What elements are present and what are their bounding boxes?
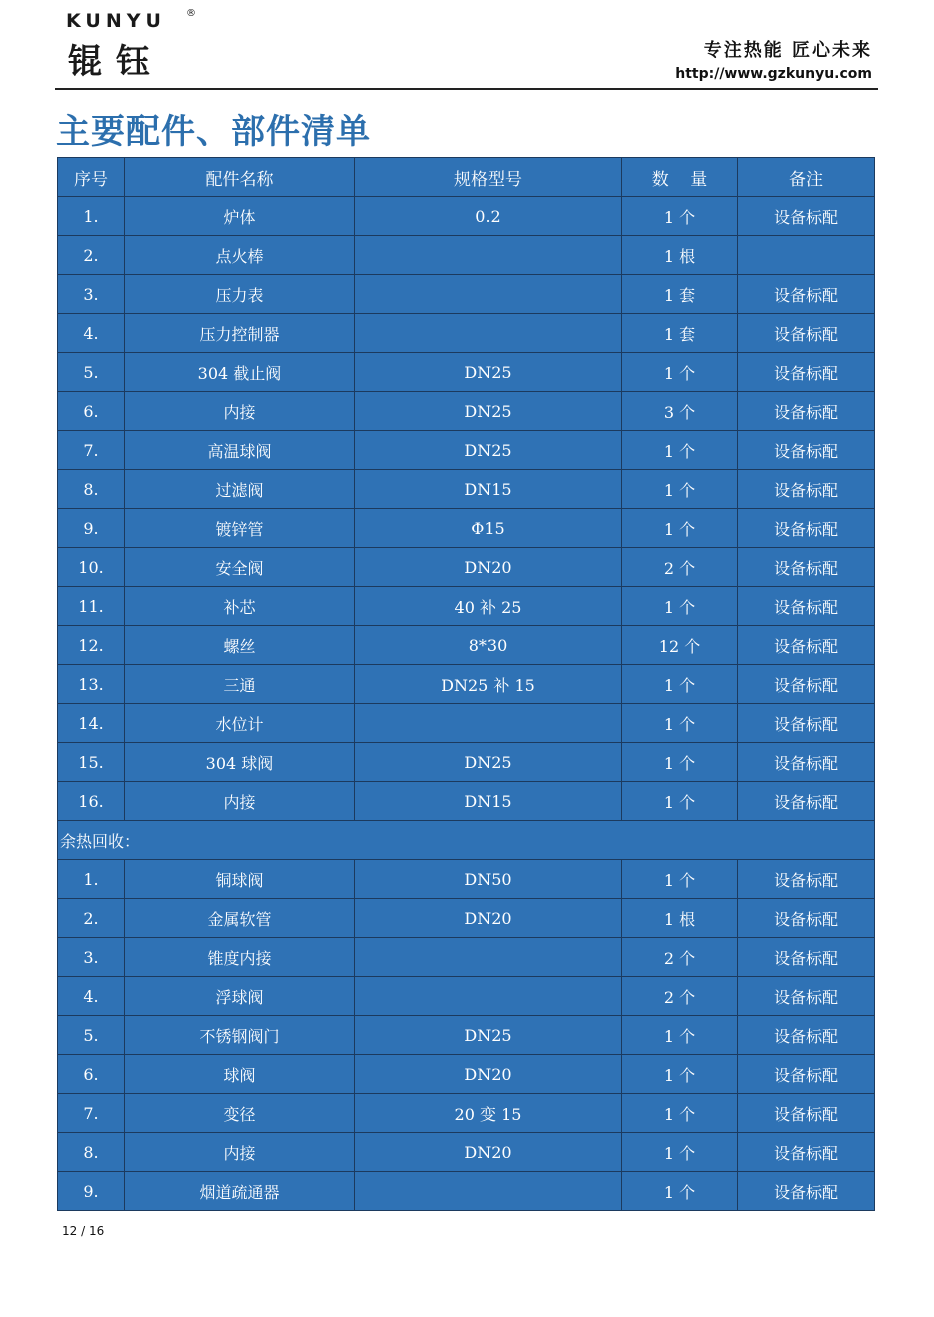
table-row (58, 1055, 875, 1094)
cell-qty: 1 个 (622, 704, 738, 743)
cell-note: 设备标配 (738, 353, 875, 392)
cell-no: 4. (58, 977, 125, 1016)
cell-name: 炉体 (125, 197, 355, 236)
cell-qty: 2 个 (622, 977, 738, 1016)
cell-note: 设备标配 (738, 743, 875, 782)
table-row (58, 509, 875, 548)
cell-name: 浮球阀 (125, 977, 355, 1016)
cell-qty: 1 根 (622, 236, 738, 275)
table-row (58, 743, 875, 782)
table-row (58, 938, 875, 977)
cell-note: 设备标配 (738, 392, 875, 431)
cell-qty: 1 套 (622, 275, 738, 314)
cell-spec: DN25 补 15 (355, 665, 622, 704)
cell-spec (355, 977, 622, 1016)
cell-name: 压力控制器 (125, 314, 355, 353)
cell-name: 水位计 (125, 704, 355, 743)
cell-note: 设备标配 (738, 1172, 875, 1211)
cell-no: 2. (58, 899, 125, 938)
cell-name: 金属软管 (125, 899, 355, 938)
cell-no: 12. (58, 626, 125, 665)
cell-name: 铜球阀 (125, 860, 355, 899)
company-logo (64, 8, 214, 82)
cell-spec: Φ15 (355, 509, 622, 548)
cell-spec: DN20 (355, 1133, 622, 1172)
cell-note: 设备标配 (738, 548, 875, 587)
logo-wordmark (66, 10, 166, 32)
header-no: 序号 (58, 158, 125, 197)
cell-note: 设备标配 (738, 509, 875, 548)
cell-note (738, 236, 875, 275)
table-row (58, 899, 875, 938)
cell-qty: 1 个 (622, 470, 738, 509)
header-spec: 规格型号 (355, 158, 622, 197)
cell-spec: 40 补 25 (355, 587, 622, 626)
page-title: 主要配件、部件清单 (56, 112, 371, 152)
table-row (58, 1016, 875, 1055)
table-header-row (58, 158, 875, 197)
cell-no: 13. (58, 665, 125, 704)
cell-spec: DN25 (355, 743, 622, 782)
cell-name: 安全阀 (125, 548, 355, 587)
header-qty: 数 量 (622, 158, 738, 197)
cell-no: 7. (58, 431, 125, 470)
cell-spec: 20 变 15 (355, 1094, 622, 1133)
cell-no: 4. (58, 314, 125, 353)
table-row (58, 1094, 875, 1133)
cell-name: 内接 (125, 392, 355, 431)
cell-note: 设备标配 (738, 665, 875, 704)
cell-spec: DN25 (355, 1016, 622, 1055)
cell-qty: 1 个 (622, 509, 738, 548)
cell-note: 设备标配 (738, 860, 875, 899)
cell-no: 15. (58, 743, 125, 782)
cell-spec (355, 314, 622, 353)
table-row (58, 314, 875, 353)
cell-spec: DN25 (355, 353, 622, 392)
cell-spec: DN50 (355, 860, 622, 899)
cell-qty: 1 个 (622, 1172, 738, 1211)
cell-no: 16. (58, 782, 125, 821)
cell-spec (355, 704, 622, 743)
cell-name: 内接 (125, 782, 355, 821)
cell-note: 设备标配 (738, 431, 875, 470)
cell-no: 3. (58, 938, 125, 977)
company-slogan: 专注热能 匠心未来 (703, 40, 872, 61)
cell-name: 点火棒 (125, 236, 355, 275)
cell-spec (355, 1172, 622, 1211)
cell-note: 设备标配 (738, 197, 875, 236)
cell-no: 7. (58, 1094, 125, 1133)
cell-note: 设备标配 (738, 704, 875, 743)
table-row (58, 665, 875, 704)
cell-name: 补芯 (125, 587, 355, 626)
cell-qty: 1 个 (622, 1094, 738, 1133)
logo-text-en: KUNYU (66, 10, 166, 32)
cell-spec: 0.2 (355, 197, 622, 236)
cell-qty: 1 个 (622, 197, 738, 236)
section-row (58, 821, 875, 860)
table-row (58, 197, 875, 236)
cell-name: 压力表 (125, 275, 355, 314)
cell-note: 设备标配 (738, 1133, 875, 1172)
table-row (58, 470, 875, 509)
cell-no: 8. (58, 470, 125, 509)
cell-spec (355, 236, 622, 275)
cell-note: 设备标配 (738, 626, 875, 665)
page-number: 12 / 16 (62, 1224, 105, 1238)
cell-note: 设备标配 (738, 587, 875, 626)
cell-qty: 12 个 (622, 626, 738, 665)
table-row (58, 392, 875, 431)
cell-note: 设备标配 (738, 275, 875, 314)
cell-name: 球阀 (125, 1055, 355, 1094)
table-row (58, 626, 875, 665)
cell-name: 锥度内接 (125, 938, 355, 977)
cell-spec: 8*30 (355, 626, 622, 665)
table-row (58, 782, 875, 821)
cell-qty: 1 个 (622, 665, 738, 704)
cell-name: 高温球阀 (125, 431, 355, 470)
registered-mark: ® (186, 8, 196, 19)
cell-qty: 1 个 (622, 782, 738, 821)
cell-note: 设备标配 (738, 782, 875, 821)
cell-no: 6. (58, 1055, 125, 1094)
header-divider (55, 88, 878, 90)
table-row (58, 1172, 875, 1211)
cell-spec: DN25 (355, 392, 622, 431)
cell-no: 1. (58, 860, 125, 899)
cell-note: 设备标配 (738, 470, 875, 509)
cell-no: 6. (58, 392, 125, 431)
table-row (58, 977, 875, 1016)
cell-no: 5. (58, 1016, 125, 1055)
cell-spec (355, 275, 622, 314)
table-row (58, 1133, 875, 1172)
table-row (58, 275, 875, 314)
cell-no: 3. (58, 275, 125, 314)
cell-name: 304 截止阀 (125, 353, 355, 392)
cell-no: 11. (58, 587, 125, 626)
cell-spec: DN25 (355, 431, 622, 470)
cell-name: 304 球阀 (125, 743, 355, 782)
table-row (58, 236, 875, 275)
table-row (58, 353, 875, 392)
cell-qty: 1 个 (622, 587, 738, 626)
cell-spec: DN20 (355, 1055, 622, 1094)
cell-note: 设备标配 (738, 1094, 875, 1133)
cell-qty: 2 个 (622, 548, 738, 587)
cell-qty: 1 套 (622, 314, 738, 353)
logo-text-cn: 锟钰 (68, 42, 164, 82)
cell-qty: 1 个 (622, 743, 738, 782)
cell-no: 14. (58, 704, 125, 743)
cell-spec: DN20 (355, 548, 622, 587)
cell-no: 2. (58, 236, 125, 275)
cell-note: 设备标配 (738, 938, 875, 977)
cell-name: 过滤阀 (125, 470, 355, 509)
table-row (58, 860, 875, 899)
cell-no: 1. (58, 197, 125, 236)
cell-note: 设备标配 (738, 1016, 875, 1055)
cell-name: 三通 (125, 665, 355, 704)
parts-table (57, 157, 875, 1211)
parts-table-container (57, 157, 874, 1211)
cell-no: 9. (58, 1172, 125, 1211)
cell-note: 设备标配 (738, 899, 875, 938)
cell-qty: 1 个 (622, 1016, 738, 1055)
cell-spec (355, 938, 622, 977)
cell-qty: 1 根 (622, 899, 738, 938)
cell-name: 螺丝 (125, 626, 355, 665)
cell-no: 10. (58, 548, 125, 587)
cell-note: 设备标配 (738, 1055, 875, 1094)
cell-no: 8. (58, 1133, 125, 1172)
table-row (58, 704, 875, 743)
section-label: 余热回收： (58, 821, 875, 860)
cell-qty: 2 个 (622, 938, 738, 977)
table-row (58, 587, 875, 626)
cell-name: 变径 (125, 1094, 355, 1133)
cell-qty: 1 个 (622, 431, 738, 470)
cell-spec: DN20 (355, 899, 622, 938)
cell-qty: 1 个 (622, 353, 738, 392)
cell-name: 内接 (125, 1133, 355, 1172)
table-body (58, 197, 875, 1211)
cell-qty: 1 个 (622, 860, 738, 899)
cell-no: 5. (58, 353, 125, 392)
cell-name: 烟道疏通器 (125, 1172, 355, 1211)
website-url: http://www.gzkunyu.com (675, 66, 872, 82)
cell-note: 设备标配 (738, 314, 875, 353)
cell-no: 9. (58, 509, 125, 548)
cell-qty: 3 个 (622, 392, 738, 431)
table-row (58, 548, 875, 587)
header-name: 配件名称 (125, 158, 355, 197)
cell-qty: 1 个 (622, 1055, 738, 1094)
cell-spec: DN15 (355, 470, 622, 509)
cell-spec: DN15 (355, 782, 622, 821)
header-note: 备注 (738, 158, 875, 197)
cell-name: 不锈钢阀门 (125, 1016, 355, 1055)
cell-note: 设备标配 (738, 977, 875, 1016)
table-row (58, 431, 875, 470)
cell-name: 镀锌管 (125, 509, 355, 548)
cell-qty: 1 个 (622, 1133, 738, 1172)
